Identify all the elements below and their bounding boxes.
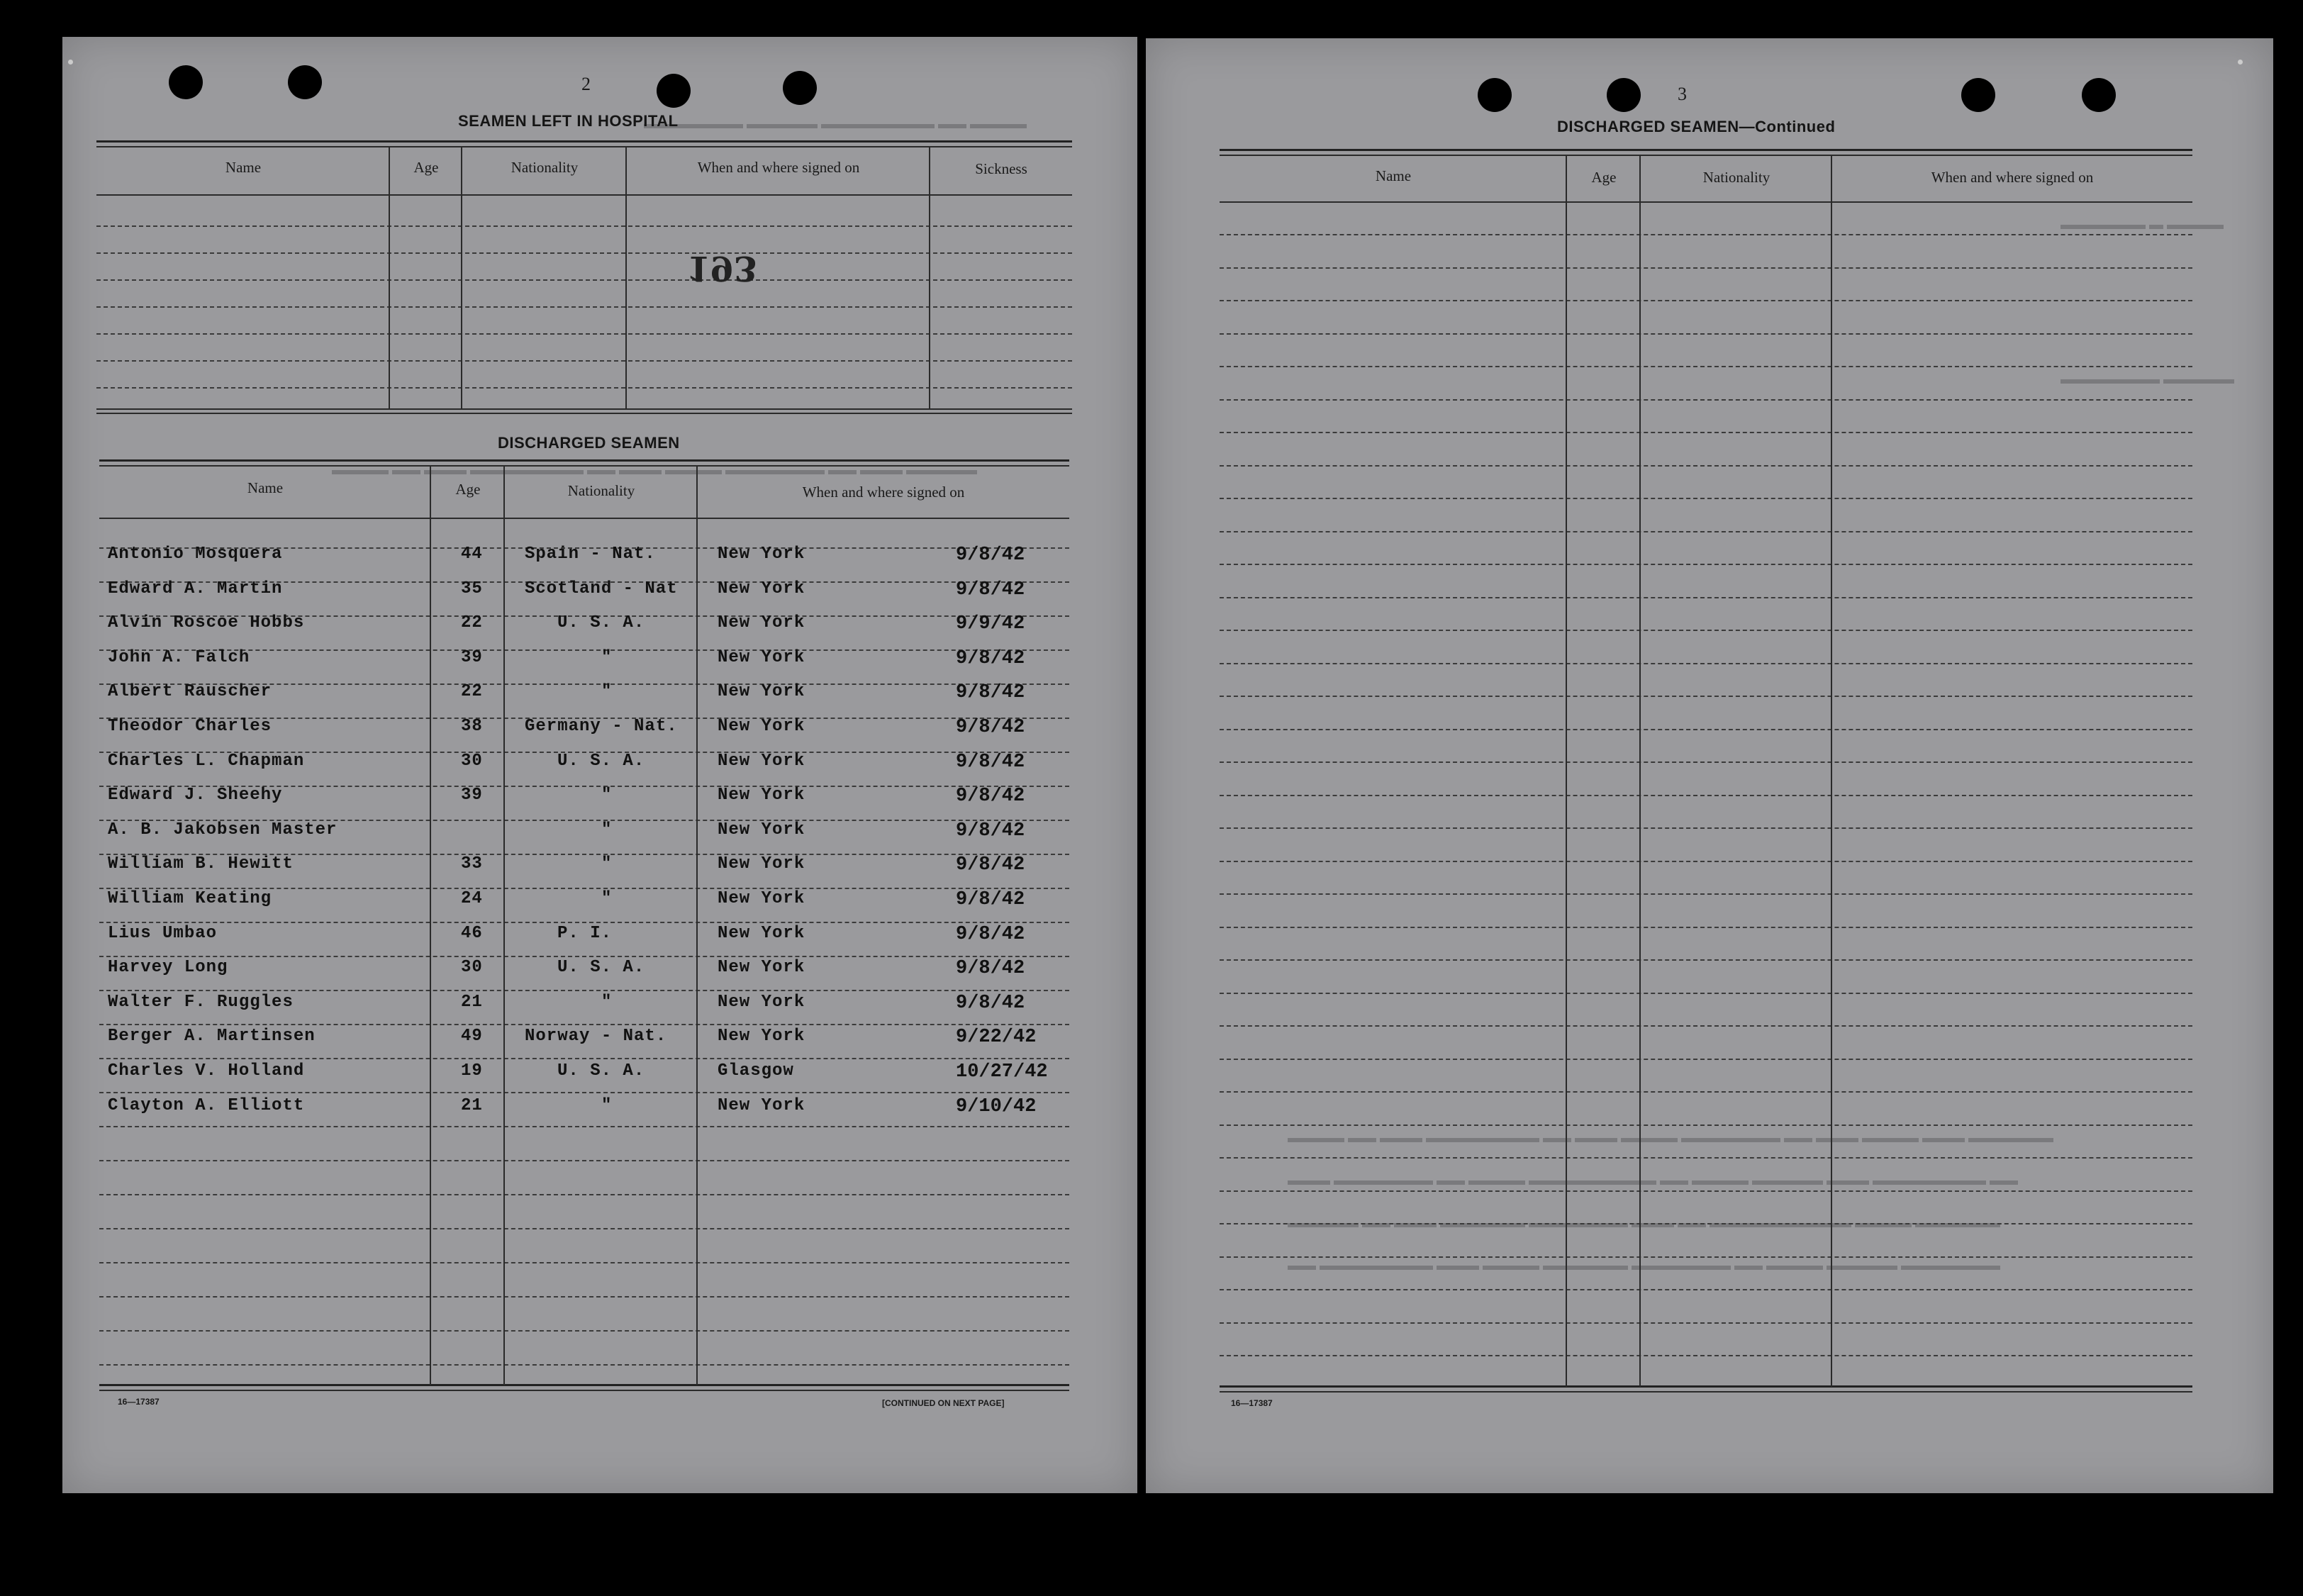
hospital-header-nationality: Nationality (511, 159, 579, 176)
column-divider (461, 147, 462, 410)
ruled-line (99, 1364, 1069, 1366)
ruled-line (1220, 300, 2192, 301)
punch-hole (2082, 78, 2116, 112)
cell-nationality: Norway - Nat. (525, 1027, 667, 1047)
rule (1220, 149, 2192, 151)
rule (96, 194, 1072, 196)
cell-age: 22 (461, 682, 483, 702)
hospital-header-sickness: Sickness (975, 160, 1027, 177)
hospital-header-name: Name (225, 159, 262, 176)
ruled-line (1220, 1256, 2192, 1258)
column-divider (625, 147, 627, 410)
cell-age: 44 (461, 545, 483, 564)
form-number: 16—17387 (1231, 1398, 1273, 1408)
bleed-through-text: ▬▬ ▬▬▬▬▬▬▬▬ ▬▬▬ ▬▬▬▬ ▬▬▬▬▬▬ ▬▬▬▬▬▬▬ ▬▬ ▬▬▬▬ ▬▬▬▬▬ ▬▬▬▬▬▬▬ (1288, 1258, 2000, 1273)
cell-nationality: " (601, 820, 613, 839)
cell-place: New York (718, 786, 805, 805)
ruled-line (99, 1228, 1069, 1229)
cell-nationality: " (601, 854, 613, 874)
cell-place: New York (718, 613, 805, 633)
ruled-line (1220, 1125, 2192, 1126)
cell-place: New York (718, 1027, 805, 1047)
rule (1220, 1385, 2192, 1388)
left-page (62, 37, 1137, 1493)
ruled-line (96, 252, 1072, 254)
cell-nationality: " (601, 889, 613, 908)
cell-date: 9/8/42 (956, 751, 1025, 773)
ruled-line (1220, 234, 2192, 235)
rule (99, 1390, 1069, 1391)
ruled-line (1220, 1025, 2192, 1027)
right-page (1146, 38, 2273, 1493)
ruled-line (96, 387, 1072, 389)
rule (99, 518, 1069, 519)
cell-nationality: Scotland - Nat (525, 579, 678, 598)
cell-name: Clayton A. Elliott (108, 1095, 305, 1115)
discharged-header-signed-on: When and where signed on (1931, 169, 2094, 186)
cell-name: William Keating (108, 889, 272, 908)
column-divider (1566, 156, 1567, 1387)
cell-date: 9/8/42 (956, 854, 1025, 876)
bleed-through-text: ▬▬▬▬▬ ▬▬ ▬▬▬ ▬▬▬▬▬▬ ▬▬▬▬▬▬▬ ▬▬▬ ▬▬ ▬▬▬▬▬▬▬▬▬▬ ▬▬▬▬ ▬▬▬▬▬▬ (1288, 1215, 2000, 1231)
ruled-line (1220, 1190, 2192, 1192)
cell-age: 39 (461, 786, 483, 805)
cell-place: New York (718, 958, 805, 978)
cell-name: Alvin Roscoe Hobbs (108, 613, 305, 633)
rule (99, 1384, 1069, 1386)
rule (96, 413, 1072, 414)
ruled-line (96, 225, 1072, 227)
cell-place: New York (718, 992, 805, 1012)
column-divider (430, 467, 431, 1385)
ruled-line (1220, 927, 2192, 928)
cell-nationality: " (601, 786, 613, 805)
cell-place: Glasgow (718, 1061, 794, 1081)
ruled-line (1220, 827, 2192, 829)
ruled-line (99, 1262, 1069, 1263)
rule (99, 465, 1069, 467)
continued-note: [CONTINUED ON NEXT PAGE] (882, 1398, 1005, 1408)
ruled-line (99, 1296, 1069, 1298)
ruled-line (1220, 761, 2192, 763)
discharged-header-nationality: Nationality (567, 482, 635, 499)
discharged-header-name: Name (1375, 167, 1412, 184)
cell-name: Harvey Long (108, 958, 228, 978)
column-divider (929, 147, 930, 410)
ruled-line (1220, 531, 2192, 532)
cell-place: New York (718, 545, 805, 564)
cell-date: 9/8/42 (956, 717, 1025, 738)
ruled-line (1220, 993, 2192, 994)
cell-age: 33 (461, 854, 483, 874)
cell-date: 9/22/42 (956, 1027, 1037, 1049)
cell-name: John A. Falch (108, 647, 250, 667)
ruled-line (1220, 795, 2192, 796)
ruled-line (96, 333, 1072, 335)
punch-hole (783, 71, 817, 105)
rule (99, 459, 1069, 462)
cell-date: 9/8/42 (956, 647, 1025, 669)
cell-age: 21 (461, 992, 483, 1012)
cell-nationality: " (601, 647, 613, 667)
rule (1220, 155, 2192, 156)
corner-mark (68, 60, 73, 65)
cell-name: Walter F. Ruggles (108, 992, 294, 1012)
ruled-line (1220, 498, 2192, 499)
ruled-line (1220, 1157, 2192, 1159)
ruled-line (99, 1092, 1069, 1093)
cell-nationality: " (601, 992, 613, 1012)
cell-place: New York (718, 717, 805, 736)
cell-age: 22 (461, 613, 483, 633)
cell-nationality: U. S. A. (557, 613, 645, 633)
ruled-line (1220, 861, 2192, 862)
cell-date: 10/27/42 (956, 1061, 1048, 1083)
cell-nationality: Germany - Nat. (525, 717, 678, 736)
discharged-section-title: DISCHARGED SEAMEN (498, 434, 680, 452)
cell-name: Theodor Charles (108, 717, 272, 736)
punch-hole (1478, 78, 1512, 112)
cell-place: New York (718, 854, 805, 874)
ruled-line (1220, 663, 2192, 664)
punch-hole (1961, 78, 1995, 112)
ruled-line (1220, 630, 2192, 631)
hospital-header-signed-on: When and where signed on (697, 159, 860, 176)
cell-place: New York (718, 682, 805, 702)
page-stamp: 193 (686, 248, 758, 288)
punch-hole (288, 65, 322, 99)
discharged-header-age: Age (455, 481, 481, 498)
ruled-line (1220, 1059, 2192, 1060)
cell-place: New York (718, 1095, 805, 1115)
cell-age: 19 (461, 1061, 483, 1081)
cell-name: Antonio Mosquera (108, 545, 283, 564)
cell-age: 39 (461, 647, 483, 667)
cell-age: 38 (461, 717, 483, 736)
punch-hole (169, 65, 203, 99)
rule (96, 140, 1072, 143)
corner-mark (2238, 60, 2243, 65)
cell-date: 9/8/42 (956, 579, 1025, 601)
cell-date: 9/8/42 (956, 682, 1025, 704)
ruled-line (1220, 333, 2192, 335)
ruled-line (1220, 366, 2192, 367)
ruled-line (1220, 564, 2192, 565)
cell-date: 9/8/42 (956, 992, 1025, 1014)
cell-date: 9/8/42 (956, 923, 1025, 945)
cell-age: 21 (461, 1095, 483, 1115)
discharged-header-signed-on: When and where signed on (802, 484, 965, 501)
ruled-line (1220, 267, 2192, 269)
cell-name: A. B. Jakobsen Master (108, 820, 338, 839)
ruled-line (1220, 597, 2192, 598)
ruled-line (96, 360, 1072, 362)
cell-place: New York (718, 923, 805, 943)
cell-name: Edward A. Martin (108, 579, 283, 598)
ruled-line (99, 1024, 1069, 1025)
ruled-line (1220, 465, 2192, 467)
cell-nationality: " (601, 682, 613, 702)
cell-nationality: U. S. A. (557, 1061, 645, 1081)
cell-name: Lius Umbao (108, 923, 218, 943)
ruled-line (96, 306, 1072, 308)
bleed-through-text: ▬▬▬▬ ▬▬ ▬▬▬ ▬▬▬▬▬▬▬▬ ▬▬ ▬▬▬ ▬▬▬▬ ▬▬▬▬▬▬▬ ▬▬ ▬▬▬ ▬▬▬▬▬ (332, 462, 977, 478)
ruled-line (99, 1330, 1069, 1332)
page-number: 2 (581, 74, 591, 94)
bleed-through-text: ▬▬▬▬▬ ▬▬▬▬▬▬▬ (2061, 372, 2234, 387)
ruled-line (1220, 729, 2192, 730)
ruled-line (1220, 959, 2192, 961)
cell-date: 9/9/42 (956, 613, 1025, 635)
cell-place: New York (718, 889, 805, 908)
ruled-line (1220, 1355, 2192, 1356)
cell-date: 9/10/42 (956, 1095, 1037, 1117)
cell-date: 9/8/42 (956, 958, 1025, 980)
ruled-line (99, 1058, 1069, 1059)
ruled-line (1220, 893, 2192, 895)
punch-hole (1607, 78, 1641, 112)
cell-nationality: " (601, 1095, 613, 1115)
column-divider (1639, 156, 1641, 1387)
cell-age: 46 (461, 923, 483, 943)
discharged-continued-title: DISCHARGED SEAMEN—Continued (1557, 118, 1836, 135)
cell-place: New York (718, 647, 805, 667)
cell-name: Charles V. Holland (108, 1061, 305, 1081)
bleed-through-text: ▬▬▬ ▬▬▬▬▬▬▬ ▬▬ ▬▬▬▬ ▬▬▬▬▬▬▬▬▬ ▬▬ ▬▬▬▬ ▬▬▬▬▬ ▬▬▬ ▬▬▬▬▬▬▬▬ ▬▬ (1288, 1173, 2018, 1188)
discharged-header-age: Age (1591, 169, 1617, 186)
cell-date: 9/8/42 (956, 820, 1025, 842)
ruled-line (99, 1126, 1069, 1127)
rule (1220, 1391, 2192, 1393)
ruled-line (1220, 1223, 2192, 1224)
rule (1220, 201, 2192, 203)
column-divider (696, 467, 698, 1385)
cell-date: 9/8/42 (956, 786, 1025, 808)
discharged-header-name: Name (247, 479, 284, 496)
cell-age: 24 (461, 889, 483, 908)
bleed-through-text: ▬▬▬▬ ▬▬ ▬▬▬▬▬▬▬▬ ▬▬▬▬▬ ▬▬▬▬▬▬▬ (644, 116, 1027, 132)
rule (96, 146, 1072, 147)
column-divider (389, 147, 390, 410)
ruled-line (96, 279, 1072, 281)
cell-age: 30 (461, 958, 483, 978)
hospital-section-title: SEAMEN LEFT IN HOSPITAL (458, 112, 679, 130)
cell-nationality: U. S. A. (557, 751, 645, 771)
hospital-header-age: Age (413, 159, 439, 176)
page-number: 3 (1678, 84, 1687, 104)
cell-date: 9/8/42 (956, 545, 1025, 566)
ruled-line (1220, 432, 2192, 433)
rule (96, 408, 1072, 410)
ruled-line (99, 1160, 1069, 1161)
cell-place: New York (718, 751, 805, 771)
ruled-line (1220, 1289, 2192, 1290)
cell-name: William B. Hewitt (108, 854, 294, 874)
cell-nationality: U. S. A. (557, 958, 645, 978)
ruled-line (1220, 696, 2192, 697)
ruled-line (99, 956, 1069, 957)
ruled-line (1220, 399, 2192, 401)
form-number: 16—17387 (118, 1397, 160, 1407)
column-divider (503, 467, 505, 1385)
cell-name: Charles L. Chapman (108, 751, 305, 771)
cell-name: Albert Rauscher (108, 682, 272, 702)
bleed-through-text: ▬▬▬▬ ▬ ▬▬▬▬▬▬ (2061, 217, 2224, 233)
cell-nationality: Spain - Nat. (525, 545, 656, 564)
column-divider (1831, 156, 1832, 1387)
ruled-line (99, 990, 1069, 991)
cell-nationality: P. I. (557, 923, 613, 943)
cell-age: 30 (461, 751, 483, 771)
cell-place: New York (718, 579, 805, 598)
bleed-through-text: ▬▬▬▬ ▬▬ ▬▬▬ ▬▬▬▬▬▬▬▬ ▬▬ ▬▬▬ ▬▬▬▬ ▬▬▬▬▬▬▬ ▬▬ ▬▬▬ ▬▬▬▬ ▬▬▬ ▬▬▬▬▬▬ (1288, 1130, 2053, 1146)
punch-hole (657, 74, 691, 108)
cell-age: 35 (461, 579, 483, 598)
ruled-line (1220, 1091, 2192, 1093)
cell-name: Edward J. Sheehy (108, 786, 283, 805)
ruled-line (99, 1194, 1069, 1195)
cell-place: New York (718, 820, 805, 839)
discharged-header-nationality: Nationality (1702, 169, 1771, 186)
cell-age: 49 (461, 1027, 483, 1047)
cell-name: Berger A. Martinsen (108, 1027, 316, 1047)
ruled-line (1220, 1322, 2192, 1324)
cell-date: 9/8/42 (956, 889, 1025, 910)
